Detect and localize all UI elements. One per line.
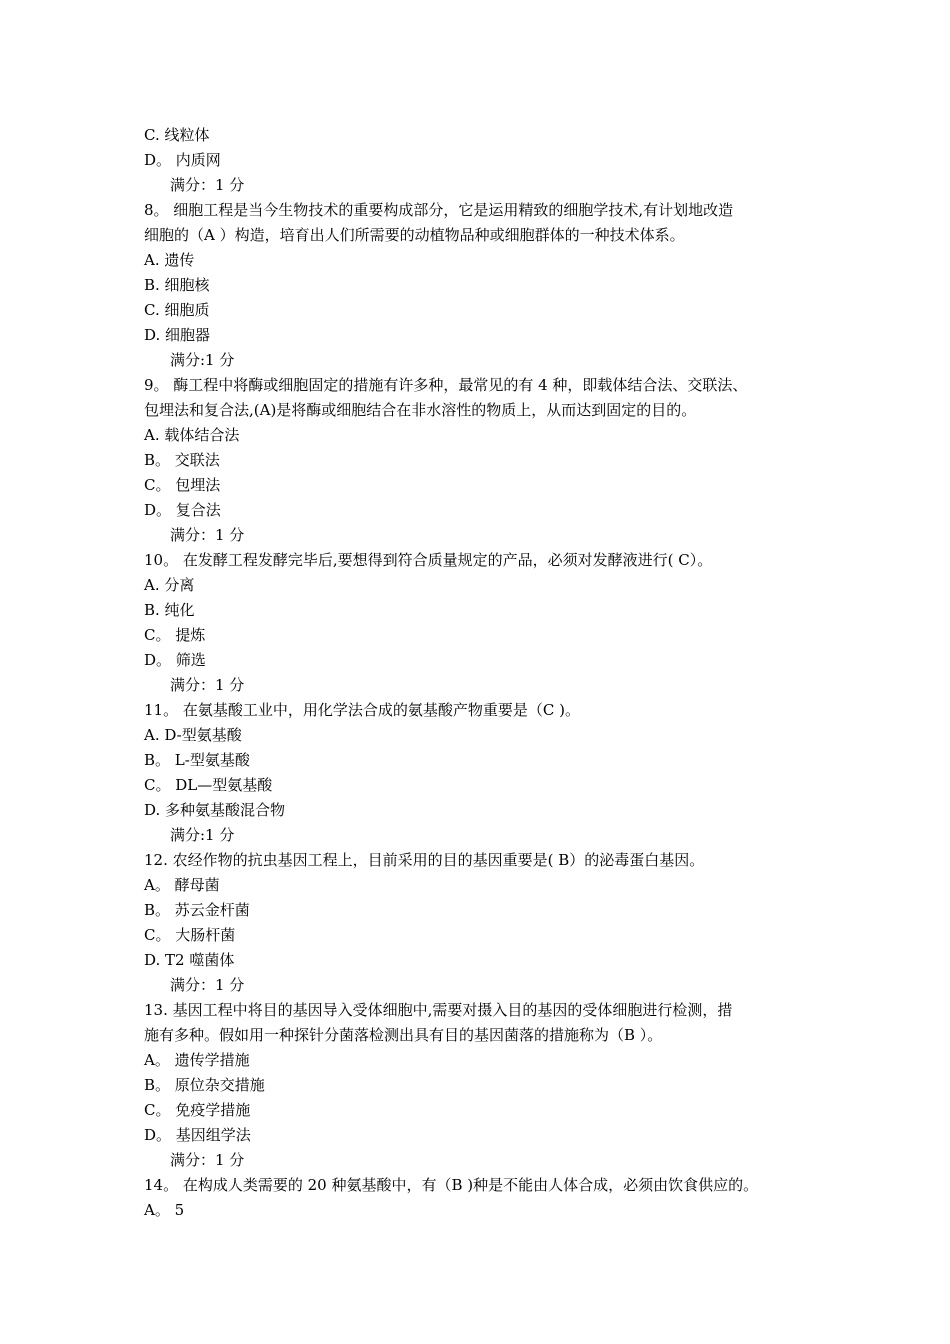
question-list: [144, 123, 824, 1223]
question-text: 14。 在构成人类需要的 20 种氨基酸中，有（B )种是不能由人体合成，必须由饮食供应的。: [144, 1176, 759, 1194]
answer-option: D. 细胞器: [144, 326, 211, 344]
answer-option: B。 原位杂交措施: [144, 1076, 265, 1094]
answer-option: D. 多种氨基酸混合物: [144, 801, 286, 819]
question-text: 9。 酶工程中将酶或细胞固定的措施有许多种，最常见的有 4 种，即载体结合法、交联法、: [144, 376, 748, 394]
question-text: 13. 基因工程中将目的基因导入受体细胞中,需要对摄入目的基因的受体细胞进行检测，措: [144, 1001, 733, 1019]
answer-option: C。 免疫学措施: [144, 1101, 251, 1119]
answer-option: C。 大肠杆菌: [144, 926, 236, 944]
score-line: 满分：1 分: [170, 176, 245, 194]
answer-option: B。 交联法: [144, 451, 220, 469]
answer-option: D。 筛选: [144, 651, 206, 669]
answer-option: A。 遗传学措施: [144, 1051, 250, 1069]
answer-option: A. 遗传: [144, 251, 195, 269]
question-text: 细胞的（A ）构造，培育出人们所需要的动植物品种或细胞群体的一种技术体系。: [144, 226, 685, 244]
question-text: 包埋法和复合法,(A)是将酶或细胞结合在非水溶性的物质上，从而达到固定的目的。: [144, 401, 697, 419]
answer-option: A. 载体结合法: [144, 426, 240, 444]
question-text: 10。 在发酵工程发酵完毕后,要想得到符合质量规定的产品，必须对发酵液进行( C）。: [144, 551, 713, 569]
question-text: 施有多种。假如用一种探针分菌落检测出具有目的基因菌落的措施称为（B ）。: [144, 1026, 663, 1044]
answer-option: C. 细胞质: [144, 301, 210, 319]
score-line: 满分：1 分: [170, 676, 245, 694]
answer-option: A。 酵母菌: [144, 876, 220, 894]
answer-option: B。 L-型氨基酸: [144, 751, 250, 769]
answer-option: A。 5: [144, 1201, 185, 1219]
answer-option: D。 内质网: [144, 151, 221, 169]
answer-option: B. 纯化: [144, 601, 195, 619]
answer-option: A. 分离: [144, 576, 195, 594]
answer-option: C。 包埋法: [144, 476, 221, 494]
answer-option: C。 提炼: [144, 626, 206, 644]
score-line: 满分：1 分: [170, 976, 245, 994]
answer-option: C。 DL—型氨基酸: [144, 776, 273, 794]
answer-option: B。 苏云金杆菌: [144, 901, 250, 919]
answer-option: B. 细胞核: [144, 276, 210, 294]
question-text: 11。 在氨基酸工业中，用化学法合成的氨基酸产物重要是（C )。: [144, 701, 580, 719]
answer-option: C. 线粒体: [144, 126, 210, 144]
score-line: 满分：1 分: [170, 1151, 245, 1169]
answer-option: D。 基因组学法: [144, 1126, 251, 1144]
answer-option: D. T2 噬菌体: [144, 951, 235, 969]
score-line: 满分:1 分: [170, 351, 235, 369]
score-line: 满分：1 分: [170, 526, 245, 544]
question-text: 8。 细胞工程是当今生物技术的重要构成部分，它是运用精致的细胞学技术,有计划地改造: [144, 201, 734, 219]
answer-option: D。 复合法: [144, 501, 221, 519]
question-text: 12. 农经作物的抗虫基因工程上，目前采用的目的基因重要是( B）的泌毒蛋白基因。: [144, 851, 705, 869]
score-line: 满分:1 分: [170, 826, 235, 844]
answer-option: A. D-型氨基酸: [144, 726, 242, 744]
